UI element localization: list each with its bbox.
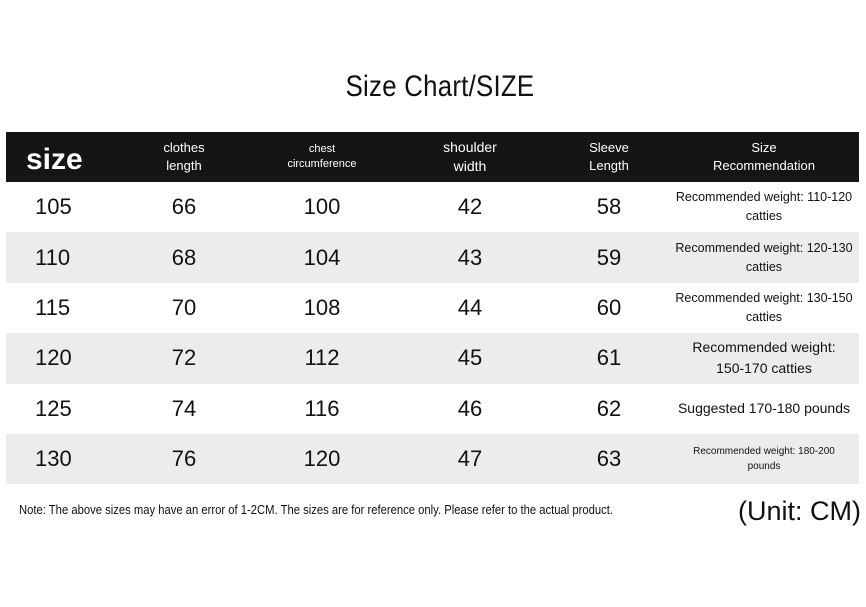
- header-sleeve-line1: Sleeve: [589, 140, 629, 156]
- table-row: [6, 333, 859, 383]
- cell-shoulder: 42: [457, 194, 483, 220]
- cell-length: 70: [171, 294, 197, 320]
- cell-length: 72: [171, 345, 197, 371]
- footnote: Note: The above sizes may have an error of 1-2CM. The sizes are for reference only. Please refer to the actual product.: [19, 503, 614, 517]
- recommendation-line1: Recommended weight:: [692, 339, 836, 356]
- cell-size: 105: [35, 194, 72, 220]
- header-chest-line1: chest: [308, 143, 336, 156]
- cell-recommendation: [669, 232, 859, 282]
- size-chart-table: [6, 132, 859, 484]
- cell-length: 74: [171, 395, 197, 421]
- header-recommendation-line1: Size: [751, 140, 777, 156]
- header-chest-line2: circumference: [287, 158, 357, 170]
- cell-size: 120: [35, 345, 72, 371]
- cell-recommendation: [669, 434, 859, 484]
- cell-size: 115: [35, 294, 71, 320]
- cell-shoulder: 47: [457, 446, 483, 472]
- cell-shoulder: 43: [457, 244, 483, 270]
- recommendation-line1: Recommended weight: 120-130: [675, 240, 853, 255]
- unit-label: (Unit: CM): [738, 496, 861, 526]
- cell-shoulder: 45: [457, 345, 483, 371]
- cell-length: 66: [171, 194, 197, 220]
- header-clothes-length-line1: clothes: [163, 140, 205, 156]
- cell-recommendation: [669, 333, 859, 383]
- cell-chest: 112: [304, 345, 340, 371]
- cell-sleeve: 62: [596, 395, 622, 421]
- table-row: [6, 283, 859, 333]
- header-shoulder: [391, 132, 549, 182]
- cell-sleeve: 60: [596, 294, 622, 320]
- cell-chest: 104: [303, 244, 341, 270]
- cell-shoulder: 46: [457, 395, 483, 421]
- cell-sleeve: 61: [596, 345, 622, 371]
- cell-length: 76: [171, 446, 197, 472]
- cell-length: 68: [171, 244, 197, 270]
- cell-recommendation: [669, 182, 859, 232]
- recommendation-line2: catties: [745, 309, 783, 324]
- recommendation-line2: 150-170 catties: [716, 360, 812, 377]
- header-shoulder-line2: width: [453, 158, 487, 174]
- table-row: [6, 182, 859, 232]
- table-row: [6, 384, 859, 434]
- cell-recommendation: [669, 384, 859, 434]
- recommendation-line2: pounds: [747, 461, 781, 473]
- cell-chest: 100: [303, 194, 341, 220]
- cell-size: 110: [35, 244, 71, 270]
- cell-size: 130: [35, 446, 72, 472]
- cell-sleeve: 59: [596, 244, 622, 270]
- cell-recommendation: [669, 283, 859, 333]
- header-sleeve-line2: Length: [589, 158, 629, 173]
- recommendation-line2: catties: [745, 259, 783, 274]
- recommendation-line1: Recommended weight: 130-150: [675, 291, 853, 306]
- cell-chest: 116: [304, 395, 340, 421]
- table-row: [6, 434, 859, 484]
- cell-size: 125: [35, 395, 72, 421]
- table-header-row: [6, 132, 859, 182]
- header-clothes-length-line2: length: [166, 158, 202, 173]
- recommendation-line1: Recommended weight: 110-120: [675, 190, 853, 205]
- cell-shoulder: 44: [457, 294, 483, 320]
- cell-chest: 108: [303, 294, 341, 320]
- header-clothes-length: [115, 132, 253, 182]
- recommendation-line2: catties: [745, 209, 783, 224]
- cell-sleeve: 63: [596, 446, 622, 472]
- header-shoulder-line1: shoulder: [443, 139, 497, 156]
- recommendation-line1: Suggested 170-180 pounds: [677, 400, 851, 417]
- cell-chest: 120: [303, 446, 341, 472]
- header-recommendation-line2: Recommendation: [713, 158, 815, 173]
- page-title: Size Chart/SIZE: [345, 70, 535, 103]
- header-recommendation: [669, 132, 859, 182]
- cell-sleeve: 58: [596, 194, 622, 220]
- header-chest: [253, 132, 391, 182]
- header-sleeve: [549, 132, 669, 182]
- table-row: [6, 232, 859, 282]
- recommendation-line1: Recommended weight: 180-200: [693, 446, 835, 458]
- header-size: size: [26, 142, 83, 176]
